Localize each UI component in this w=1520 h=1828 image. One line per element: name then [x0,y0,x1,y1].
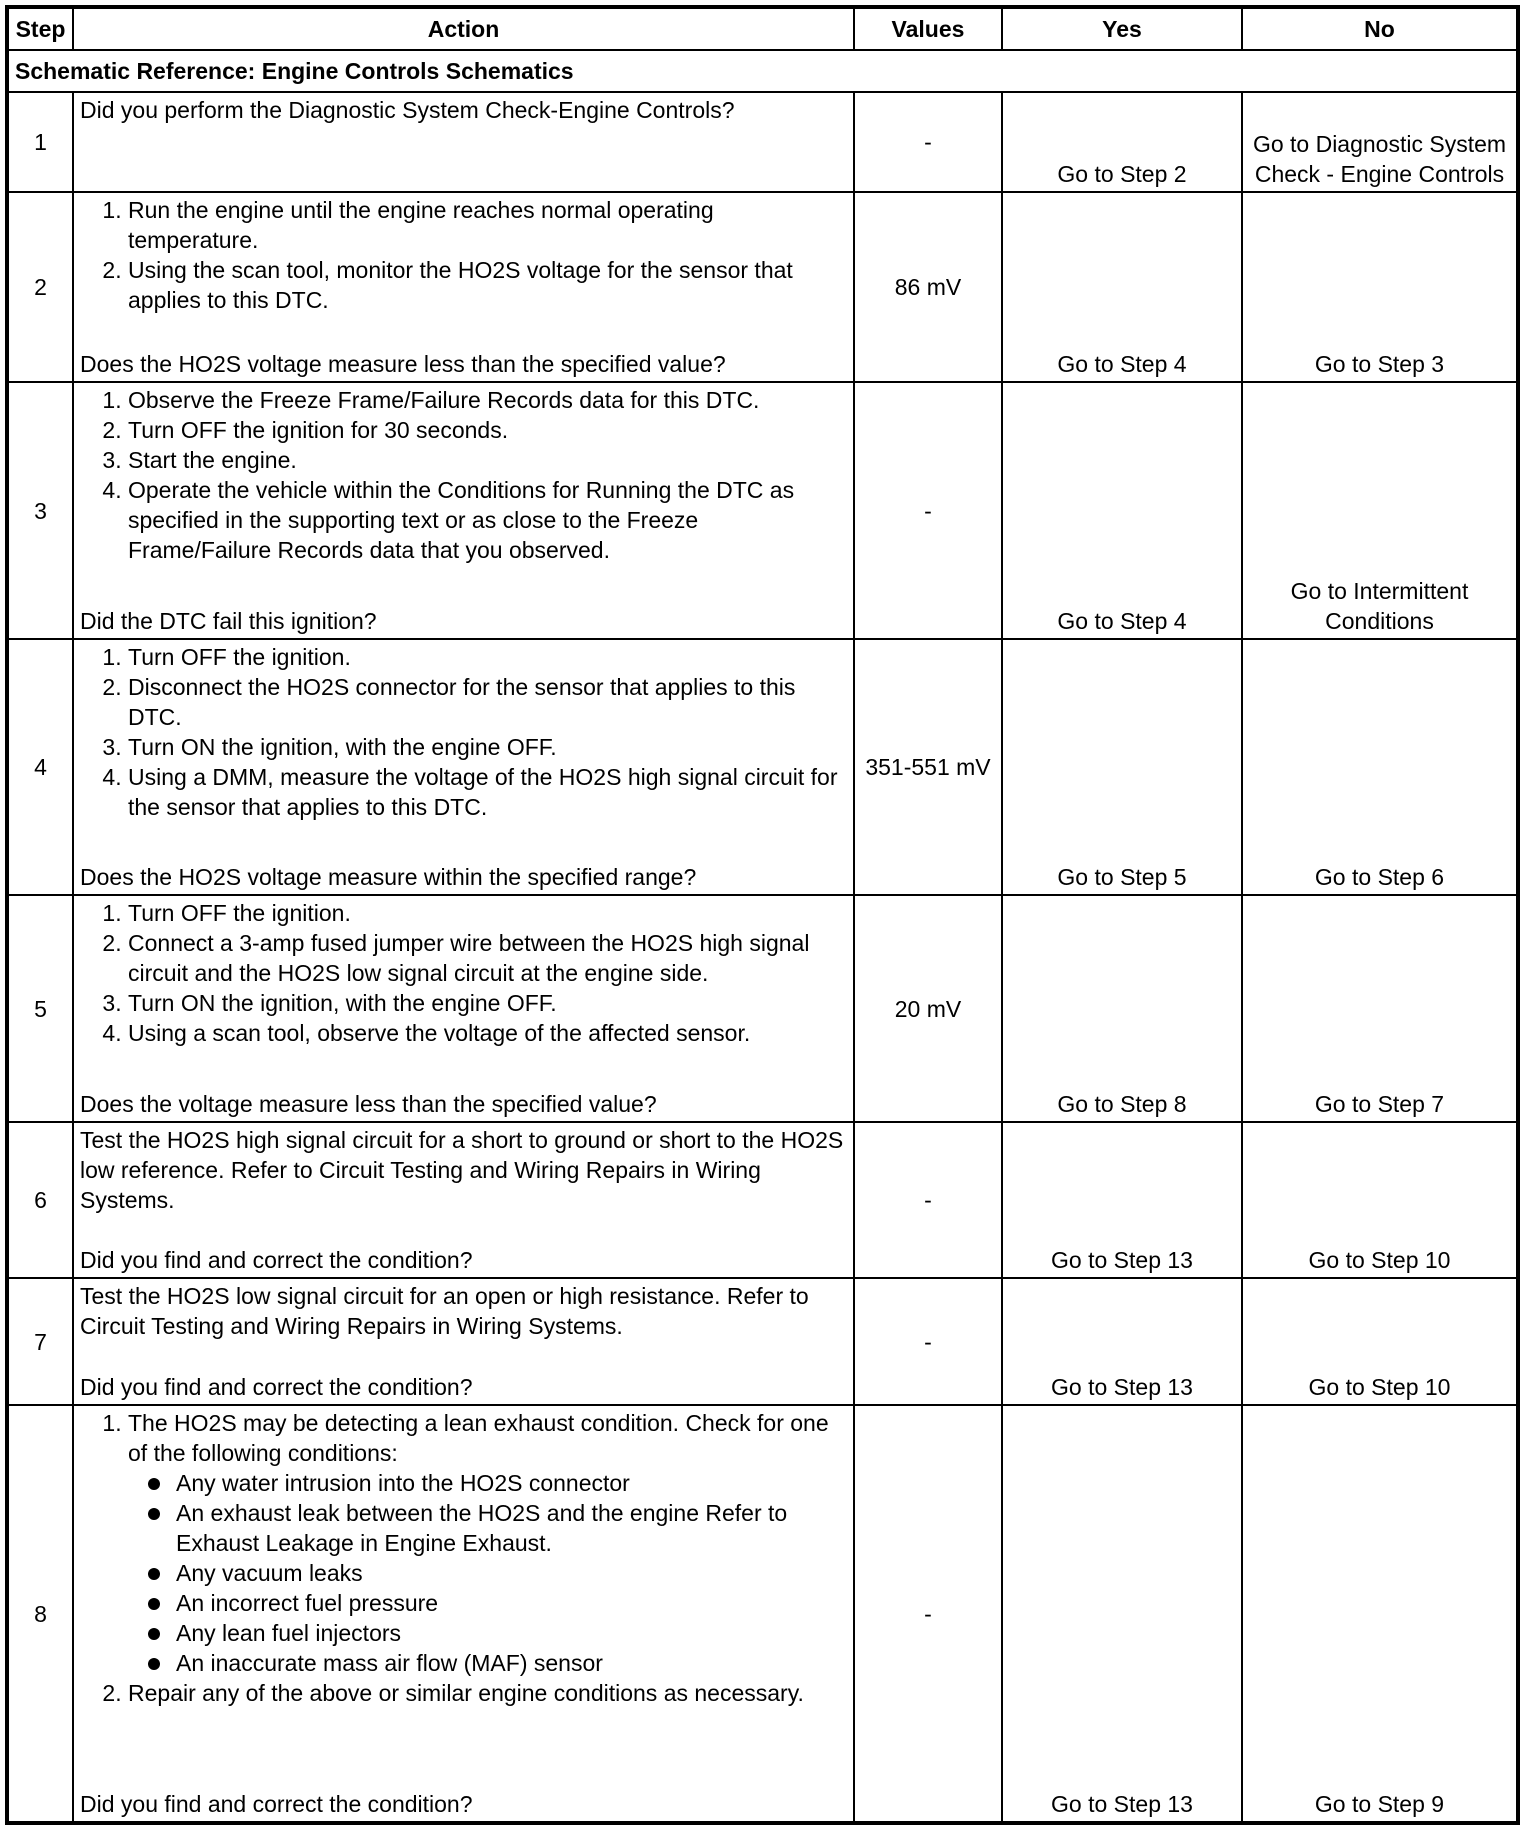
condition-item: Any water intrusion into the HO2S connector [176,1468,847,1498]
header-action: Action [73,7,854,50]
table-row [7,192,1518,382]
action-step [128,988,847,1018]
header-no: No [1242,7,1518,50]
action-step-text: Turn OFF the ignition. [128,644,351,670]
action-content [80,95,847,189]
condition-list [128,1468,847,1678]
action-content [80,642,847,892]
action-question: Does the voltage measure less than the specified value? [80,1091,657,1117]
yes-action: Go to Step 5 [1002,639,1242,895]
action-body [80,642,847,822]
action-intro: Did you perform the Diagnostic System Check-Engine Controls? [80,97,735,123]
action-steps [80,1408,847,1708]
value-cell: - [854,92,1002,192]
diagnostic-table [5,5,1520,1825]
action-question: Did the DTC fail this ignition? [80,608,377,634]
value-cell: 86 mV [854,192,1002,382]
action-cell [73,895,854,1122]
table-row [7,92,1518,192]
action-step-text: Run the engine until the engine reaches normal operating temperature. [128,197,714,253]
step-number: 3 [7,382,73,639]
action-steps [80,385,847,565]
value-cell: - [854,1122,1002,1278]
action-intro: Test the HO2S low signal circuit for an open or high resistance. Refer to Circuit Testing and Wiring Repairs in Wiring Systems. [80,1283,809,1339]
table-row [7,1405,1518,1823]
action-step-text: Turn ON the ignition, with the engine OFF. [128,734,557,760]
yes-action: Go to Step 4 [1002,382,1242,639]
no-action: Go to Step 7 [1242,895,1518,1122]
action-step [128,1018,847,1048]
action-step [128,928,847,988]
value-cell: 20 mV [854,895,1002,1122]
condition-item: An incorrect fuel pressure [176,1588,847,1618]
yes-action: Go to Step 4 [1002,192,1242,382]
action-cell [73,1278,854,1405]
action-step-text: Using a scan tool, observe the voltage of the affected sensor. [128,1020,751,1046]
action-cell [73,1405,854,1823]
action-body [80,1281,847,1341]
no-action: Go to Step 9 [1242,1405,1518,1823]
condition-item: An inaccurate mass air flow (MAF) sensor [176,1648,847,1678]
step-number: 1 [7,92,73,192]
action-step [128,672,847,732]
table-row [7,382,1518,639]
no-action: Go to Step 10 [1242,1122,1518,1278]
action-question: Did you find and correct the condition? [80,1247,473,1273]
action-question: Did you find and correct the condition? [80,1791,473,1817]
yes-action: Go to Step 2 [1002,92,1242,192]
action-question: Did you find and correct the condition? [80,1374,473,1400]
action-body [80,95,847,125]
step-number: 4 [7,639,73,895]
no-action: Go to Intermittent Conditions [1242,382,1518,639]
no-action: Go to Step 3 [1242,192,1518,382]
condition-item: Any lean fuel injectors [176,1618,847,1648]
action-step-text: Disconnect the HO2S connector for the sensor that applies to this DTC. [128,674,796,730]
action-step [128,475,847,565]
action-step-text: Turn ON the ignition, with the engine OFF. [128,990,557,1016]
action-step [128,642,847,672]
action-cell [73,92,854,192]
action-steps [80,898,847,1048]
condition-item: Any vacuum leaks [176,1558,847,1588]
yes-action: Go to Step 13 [1002,1278,1242,1405]
action-body [80,1408,847,1708]
header-step: Step [7,7,73,50]
yes-action: Go to Step 13 [1002,1405,1242,1823]
action-cell [73,192,854,382]
step-number: 6 [7,1122,73,1278]
action-content [80,1125,847,1275]
action-step-text: Operate the vehicle within the Conditions for Running the DTC as specified in the supporting text or as close to the Freeze Frame/Failure Records data that you observed. [128,477,795,563]
step-number: 5 [7,895,73,1122]
action-step-text: The HO2S may be detecting a lean exhaust condition. Check for one of the following conditions: [128,1410,829,1466]
action-step-text: Using the scan tool, monitor the HO2S voltage for the sensor that applies to this DTC. [128,257,793,313]
action-step-text: Start the engine. [128,447,297,473]
action-step-text: Turn OFF the ignition for 30 seconds. [128,417,509,443]
action-step [128,255,847,315]
action-steps [80,642,847,822]
action-body [80,898,847,1048]
condition-item: An exhaust leak between the HO2S and the engine Refer to Exhaust Leakage in Engine Exhaust. [176,1498,847,1558]
step-number: 7 [7,1278,73,1405]
action-content [80,898,847,1119]
yes-action: Go to Step 8 [1002,895,1242,1122]
action-content [80,195,847,379]
value-cell: - [854,1405,1002,1823]
no-action: Go to Diagnostic System Check - Engine Controls [1242,92,1518,192]
header-yes: Yes [1002,7,1242,50]
yes-action: Go to Step 13 [1002,1122,1242,1278]
action-content [80,1281,847,1402]
action-body [80,1125,847,1215]
value-cell: 351-551 mV [854,639,1002,895]
action-step [128,762,847,822]
action-step [128,732,847,762]
no-action: Go to Step 10 [1242,1278,1518,1405]
action-cell [73,382,854,639]
action-content [80,385,847,636]
action-step [128,1678,847,1708]
action-question: Does the HO2S voltage measure less than the specified value? [80,351,726,377]
table-row [7,639,1518,895]
action-cell [73,639,854,895]
action-step-text: Turn OFF the ignition. [128,900,351,926]
action-body [80,385,847,565]
action-body [80,195,847,315]
action-step [128,1408,847,1678]
action-step-text: Repair any of the above or similar engine conditions as necessary. [128,1680,804,1706]
value-cell: - [854,382,1002,639]
schematic-reference-row [7,50,1518,92]
action-step-text: Connect a 3-amp fused jumper wire between the HO2S high signal circuit and the HO2S low signal circuit at the engine side. [128,930,810,986]
action-question: Does the HO2S voltage measure within the specified range? [80,864,697,890]
action-step [128,445,847,475]
step-number: 2 [7,192,73,382]
action-step [128,385,847,415]
action-step-text: Observe the Freeze Frame/Failure Records data for this DTC. [128,387,760,413]
step-number: 8 [7,1405,73,1823]
table-row [7,1122,1518,1278]
table-row [7,895,1518,1122]
action-step [128,898,847,928]
no-action: Go to Step 6 [1242,639,1518,895]
action-intro: Test the HO2S high signal circuit for a short to ground or short to the HO2S low reference. Refer to Circuit Testing and Wiring Repairs in Wiring Systems. [80,1127,844,1213]
table-row [7,1278,1518,1405]
schematic-reference: Schematic Reference: Engine Controls Schematics [7,50,1518,92]
action-step-text: Using a DMM, measure the voltage of the HO2S high signal circuit for the sensor that applies to this DTC. [128,764,838,820]
action-step [128,195,847,255]
action-step [128,415,847,445]
header-row [7,7,1518,50]
value-cell: - [854,1278,1002,1405]
action-steps [80,195,847,315]
action-cell [73,1122,854,1278]
action-content [80,1408,847,1819]
header-values: Values [854,7,1002,50]
